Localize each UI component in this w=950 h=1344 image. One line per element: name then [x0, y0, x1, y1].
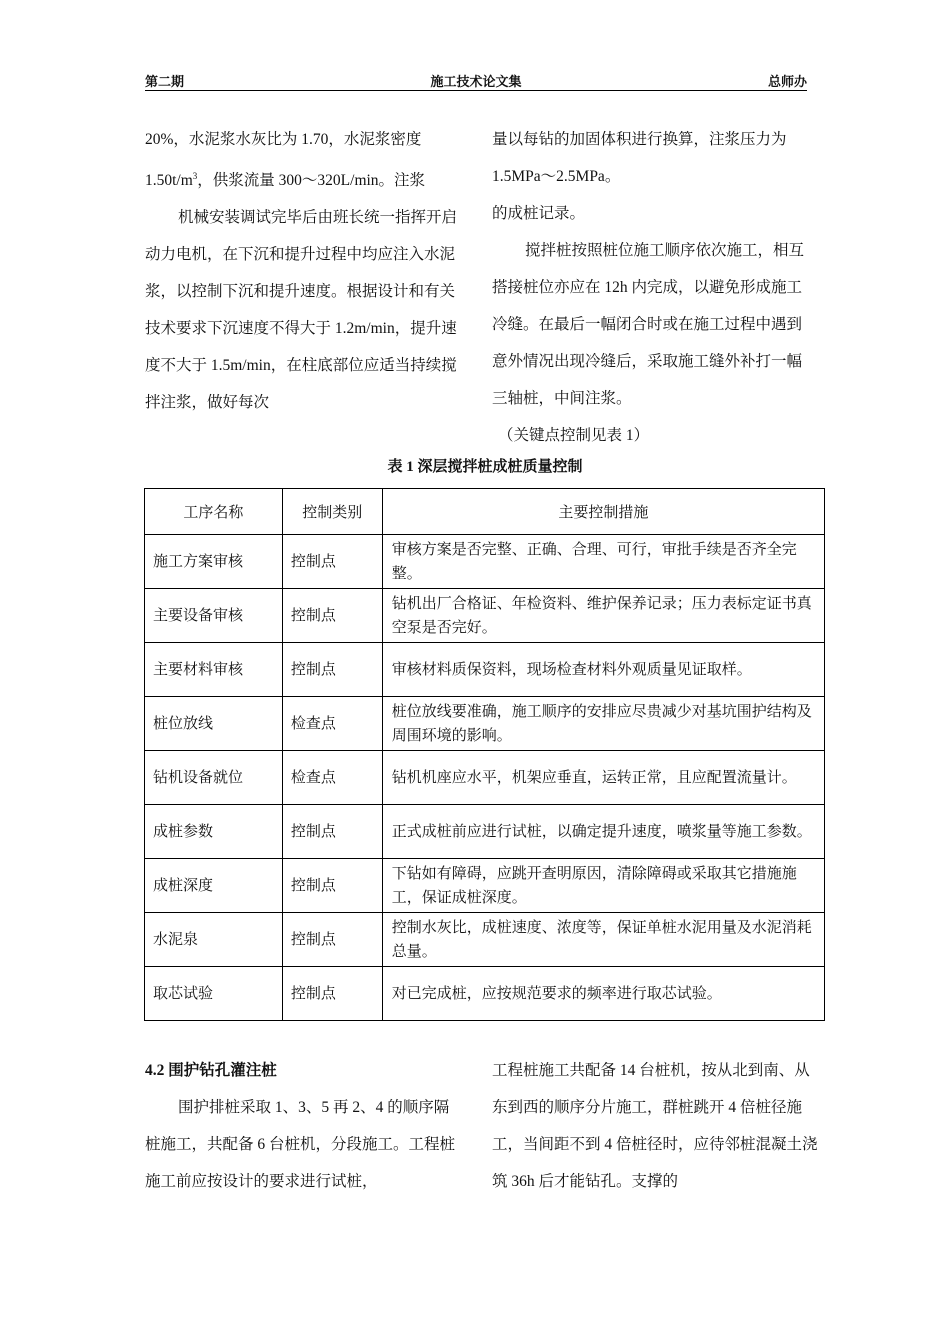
header-title: 施工技术论文集	[430, 75, 522, 90]
category-cell: 控制点	[282, 913, 382, 967]
process-cell: 成桩参数	[145, 805, 283, 859]
process-cell: 主要设备审核	[145, 589, 283, 643]
table-reference-note: （关键点控制见表 1）	[498, 427, 650, 444]
category-cell: 控制点	[282, 859, 382, 913]
measure-cell: 桩位放线要准确，施工顺序的安排应尽贵减少对基坑围护结构及周围环境的影响。	[382, 697, 824, 751]
column-header: 工序名称	[145, 489, 283, 535]
table-row	[145, 859, 825, 913]
section-heading: 4.2 围护钻孔灌注桩	[145, 1062, 277, 1079]
category-cell: 控制点	[282, 535, 382, 589]
table-title: 表 1 深层搅拌桩成桩质量控制	[387, 459, 583, 475]
process-cell: 水泥泉	[145, 913, 283, 967]
paragraph: 工程桩施工共配备 14 台桩机，按从北到南、从东到西的顺序分片施工，群桩跳开 4 倍桩径施工，当间距不到 4 倍桩径时，应待邻桩混凝土浇筑 36h 后才能钻孔。支撑的	[492, 1062, 818, 1190]
process-cell: 施工方案审核	[145, 535, 283, 589]
category-cell: 检查点	[282, 751, 382, 805]
header-office: 总师办	[767, 75, 807, 90]
measure-cell: 下钻如有障碍，应跳开查明原因，清除障碍或采取其它措施施工，保证成桩深度。	[382, 859, 824, 913]
table-row	[145, 805, 825, 859]
bottom-right-column	[492, 1052, 822, 1200]
measure-cell: 正式成桩前应进行试桩，以确定提升速度，喷浆量等施工参数。	[382, 805, 824, 859]
measure-cell: 对已完成桩，应按规范要求的频率进行取芯试验。	[382, 967, 824, 1021]
paragraph: 搅拌桩按照桩位施工顺序依次施工，相互搭接桩位亦应在 12h 内完成，以避免形成施工冷缝。在最后一幅闭合时或在施工过程中遇到意外情况出现冷缝后，采取施工缝外补打一幅三轴桩，中间注浆。	[492, 242, 805, 407]
page-header	[145, 70, 807, 91]
column-header: 主要控制措施	[382, 489, 824, 535]
table-row	[145, 913, 825, 967]
category-cell: 控制点	[282, 589, 382, 643]
paragraph: 量以每钻的加固体积进行换算，注浆压力为 1.5MPa～2.5MPa。	[492, 131, 787, 185]
category-cell: 检查点	[282, 697, 382, 751]
process-cell: 取芯试验	[145, 967, 283, 1021]
table-row	[145, 535, 825, 589]
table-row	[145, 589, 825, 643]
process-cell: 主要材料审核	[145, 643, 283, 697]
table-header-row	[145, 489, 825, 535]
table-row	[145, 967, 825, 1021]
paragraph: 20%，水泥浆水灰比为 1.70，水泥浆密度 $1.50t/m^3$，供浆流量 300～320L/min。注浆	[145, 131, 426, 190]
top-left-column	[145, 121, 461, 421]
process-cell: 桩位放线	[145, 697, 283, 751]
paragraph: 围护排桩采取 1、3、5 再 2、4 的顺序隔桩施工，共配备 6 台桩机，分段施工。工程桩施工前应按设计的要求进行试桩，	[145, 1099, 456, 1190]
category-cell: 控制点	[282, 643, 382, 697]
table-row	[145, 697, 825, 751]
measure-cell: 钻机出厂合格证、年检资料、维护保养记录；压力表标定证书真空泵是否完好。	[382, 589, 824, 643]
quality-control-table	[144, 488, 825, 1021]
process-cell: 成桩深度	[145, 859, 283, 913]
column-header: 控制类别	[282, 489, 382, 535]
category-cell: 控制点	[282, 805, 382, 859]
measure-cell: 控制水灰比，成桩速度、浓度等，保证单桩水泥用量及水泥消耗总量。	[382, 913, 824, 967]
measure-cell: 审核材料质保资料，现场检查材料外观质量见证取样。	[382, 643, 824, 697]
process-cell: 钻机设备就位	[145, 751, 283, 805]
measure-cell: 钻机机座应水平，机架应垂直，运转正常，且应配置流量计。	[382, 751, 824, 805]
header-issue: 第二期	[145, 75, 185, 90]
category-cell: 控制点	[282, 967, 382, 1021]
paragraph: 机械安装调试完毕后由班长统一指挥开启动力电机，在下沉和提升过程中均应注入水泥浆，以控制下沉和提升速度。根据设计和有关技术要求下沉速度不得大于 1.2m/min，提升速度不大于 1.5m/min，在柱底部位应适当持续搅拌注浆，做好每次	[145, 209, 458, 412]
paragraph: 的成桩记录。	[492, 205, 586, 222]
top-right-column	[492, 121, 808, 454]
table-row	[145, 643, 825, 697]
bottom-left-column	[145, 1052, 461, 1200]
table-row	[145, 751, 825, 805]
measure-cell: 审核方案是否完整、正确、合理、可行，审批手续是否齐全完整。	[382, 535, 824, 589]
